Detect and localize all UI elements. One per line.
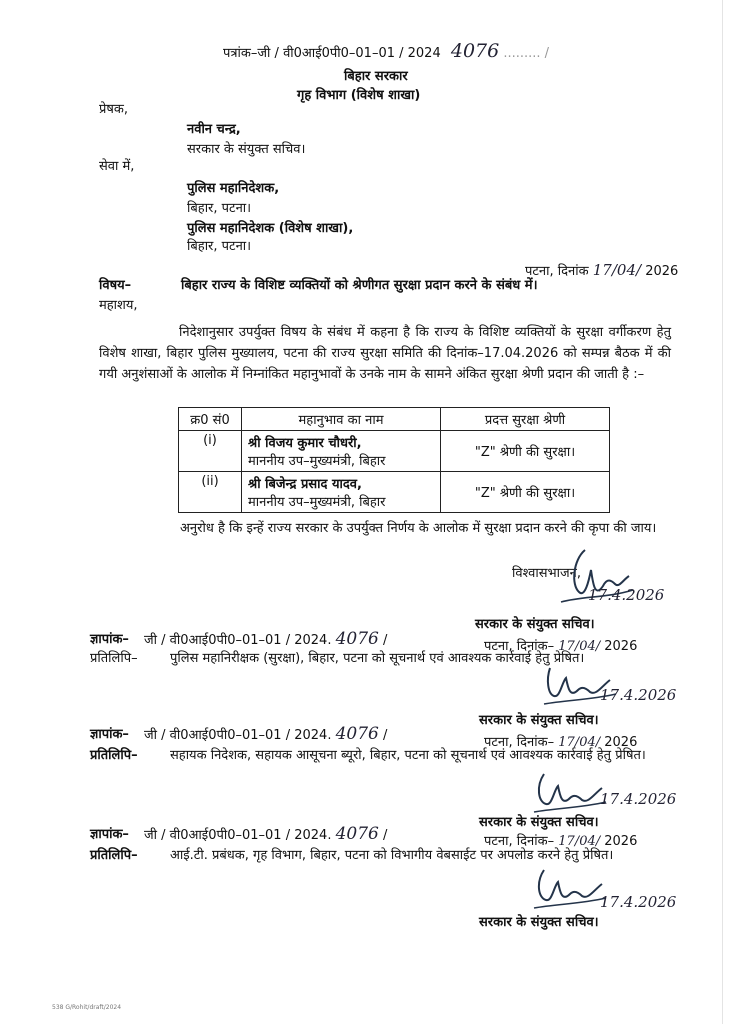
sender-name: नवीन चन्द्र,: [187, 122, 241, 137]
column-header-name: महानुभाव का नाम: [242, 408, 441, 431]
memo-date-handwritten: 17/04/: [558, 735, 601, 750]
recipients-label: सेवा में,: [99, 159, 135, 174]
body-paragraph: निदेशानुसार उपर्युक्त विषय के संबंध में कहना है कि राज्य के विशिष्ट व्यक्तियों के सुरक्षा वर्गीकरण हेतु विशेष शाखा, बिहार पुलिस मुख्यालय, पटना की राज्य सुरक्षा समिति की दिनांक–17.04.2026 को सम्पन्न बैठक में की गयी अनुशंसाओं के आलोक में निम्नांकित महानुभावों के उनके नाम के सामने अंकित सुरक्षा श्रेणी प्रदान की जाती है :–: [99, 325, 671, 382]
memo-date-prefix: पटना, दिनांक–: [484, 834, 555, 849]
memo-date-prefix: पटना, दिनांक–: [484, 639, 555, 654]
reference-prefix: पत्रांक–जी / वी0आई0पी0–01–01 / 2024: [223, 46, 441, 61]
memo-reference: जी / वी0आई0पी0–01–01 / 2024. 4076 /: [144, 824, 388, 844]
sender-designation: सरकार के संयुक्त सचिव।: [187, 142, 306, 157]
table-row: [179, 472, 610, 513]
memo-reference-prefix: जी / वी0आई0पी0–01–01 / 2024: [144, 828, 328, 843]
copy-label: प्रतिलिपि–: [90, 651, 138, 666]
date-year: 2026: [645, 264, 679, 279]
memo-label: ज्ञापांक–: [90, 827, 129, 842]
date-prefix: पटना, दिनांक: [525, 264, 589, 279]
copy-label: प्रतिलिपि–: [90, 848, 138, 863]
security-table: [178, 407, 610, 513]
letter-date: [525, 261, 678, 279]
signature-designation: सरकार के संयुक्त सचिव।: [475, 617, 595, 632]
copy-recipient-text: सहायक निदेशक, सहायक आसूचना ब्यूरो, बिहार, पटना को सूचनार्थ एवं आवश्यक कार्रवाई हेतु प्रेषित।: [170, 748, 646, 763]
recipient-2-title: पुलिस महानिदेशक (विशेष शाखा),: [187, 221, 354, 236]
memo-reference: जी / वी0आई0पी0–01–01 / 2024. 4076 /: [144, 629, 388, 649]
memo-date-year: 2026: [604, 639, 638, 654]
memo-reference-number: 4076: [335, 724, 379, 744]
recipient-1-title: पुलिस महानिदेशक,: [187, 181, 280, 196]
row-person: [242, 431, 441, 472]
letter-reference: पत्रांक–जी / वी0आई0पी0–01–01 / 2024 4076 ......... /: [223, 40, 550, 62]
copy-recipient-text: पुलिस महानिरीक्षक (सुरक्षा), बिहार, पटना को सूचनार्थ एवं आवश्यक कार्रवाई हेतु प्रेषित।: [170, 651, 585, 666]
signature-date: 17.4.2026: [600, 893, 677, 911]
signature-designation: सरकार के संयुक्त सचिव।: [479, 713, 599, 728]
table-header-row: [179, 408, 610, 431]
memo-reference: जी / वी0आई0पी0–01–01 / 2024. 4076 /: [144, 724, 388, 744]
recipient-2-place: बिहार, पटना।: [187, 239, 252, 254]
memo-date-handwritten: 17/04/: [558, 834, 601, 849]
reference-number: 4076: [450, 40, 500, 62]
memo-date-year: 2026: [604, 834, 638, 849]
column-header-serial: क्र0 सं0: [179, 408, 242, 431]
column-header-category: प्रदत्त सुरक्षा श्रेणी: [441, 408, 610, 431]
memo-date-year: 2026: [604, 735, 638, 750]
subject-label: विषय–: [99, 278, 132, 293]
recipient-1-place: बिहार, पटना।: [187, 201, 252, 216]
signature-designation: सरकार के संयुक्त सचिव।: [479, 915, 599, 930]
person-designation: माननीय उप–मुख्यमंत्री, बिहार: [248, 454, 386, 469]
footer-code: 538 G/Rohit/draft/2024: [52, 1004, 122, 1011]
person-name: श्री बिजेन्द्र प्रसाद यादव,: [248, 477, 362, 492]
government-name: बिहार सरकार: [344, 69, 408, 84]
row-category: "Z" श्रेणी की सुरक्षा।: [441, 472, 610, 513]
row-serial: (i): [179, 431, 242, 472]
memo-reference-prefix: जी / वी0आई0पी0–01–01 / 2024: [144, 633, 328, 648]
copy-recipient-text: आई.टी. प्रबंधक, गृह विभाग, बिहार, पटना को विभागीय वेबसाईट पर अपलोड करने हेतु प्रेषित।: [170, 848, 614, 863]
sender-label: प्रेषक,: [99, 102, 129, 117]
memo-label: ज्ञापांक–: [90, 727, 129, 742]
signature-date: 17.4.2026: [600, 790, 677, 808]
memo-reference-prefix: जी / वी0आई0पी0–01–01 / 2024: [144, 728, 328, 743]
memo-date-handwritten: 17/04/: [558, 639, 601, 654]
memo-label: ज्ञापांक–: [90, 632, 129, 647]
row-category: "Z" श्रेणी की सुरक्षा।: [441, 431, 610, 472]
date-handwritten: 17/04/: [592, 261, 642, 279]
row-person: [242, 472, 441, 513]
closing: विश्वासभाजन,: [512, 566, 582, 581]
signature-date: 17.4.2026: [600, 686, 677, 704]
row-serial: (ii): [179, 472, 242, 513]
table-row: [179, 431, 610, 472]
page-edge-shadow: [722, 0, 723, 1024]
signature-mark: [530, 866, 610, 916]
department-name: गृह विभाग (विशेष शाखा): [297, 88, 421, 103]
request-paragraph: अनुरोध है कि इन्हें राज्य सरकार के उपर्युक्त निर्णय के आलोक में सुरक्षा प्रदान करने की कृपा की जाय।: [180, 521, 657, 536]
person-name: श्री विजय कुमार चौधरी,: [248, 436, 362, 451]
subject-text: बिहार राज्य के विशिष्ट व्यक्तियों को श्रेणीगत सुरक्षा प्रदान करने के संबंध में।: [181, 278, 538, 293]
salutation: महाशय,: [99, 298, 138, 313]
signature-designation: सरकार के संयुक्त सचिव।: [479, 815, 599, 830]
memo-reference-number: 4076: [335, 629, 379, 649]
signature-date: 17.4.2026: [588, 586, 665, 604]
person-designation: माननीय उप–मुख्यमंत्री, बिहार: [248, 495, 386, 510]
memo-date-prefix: पटना, दिनांक–: [484, 735, 555, 750]
memo-reference-number: 4076: [335, 824, 379, 844]
copy-label: प्रतिलिपि–: [90, 748, 138, 763]
